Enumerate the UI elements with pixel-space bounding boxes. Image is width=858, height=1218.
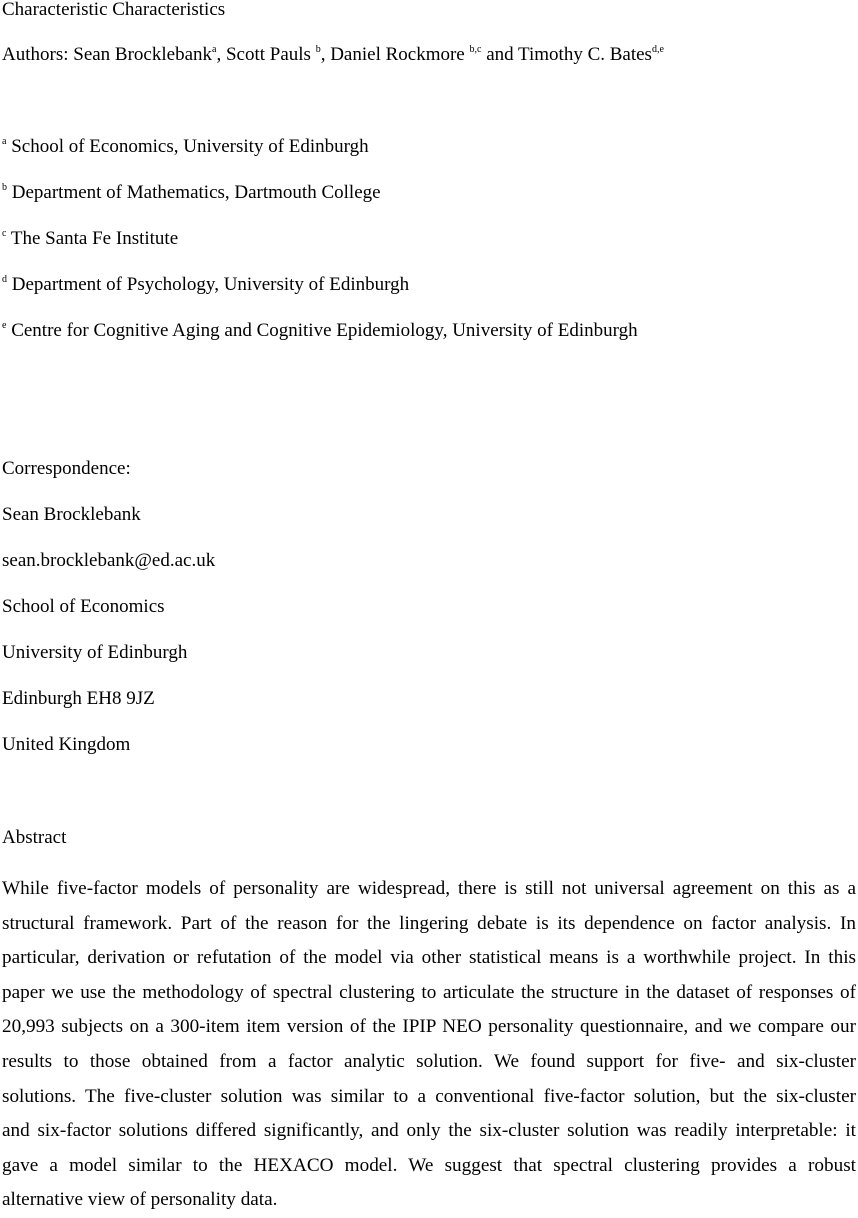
affiliation-text: The Santa Fe Institute bbox=[6, 228, 179, 249]
authors-prefix: Authors: bbox=[2, 44, 74, 65]
author-separator: and bbox=[481, 44, 519, 65]
abstract-line: alternative view of personality data. bbox=[2, 1189, 278, 1211]
author-line bbox=[2, 45, 664, 64]
affiliation-text: Department of Psychology, University of Edinburgh bbox=[7, 274, 410, 295]
affiliation bbox=[2, 137, 369, 156]
author-name: Sean Brocklebank bbox=[73, 44, 213, 65]
abstract-line: solutions. The five-cluster solution was similar to a conventional five-factor solution, but the six-cluster bbox=[2, 1085, 856, 1107]
abstract-body bbox=[2, 872, 856, 1218]
abstract-line: While five-factor models of personality are widespread, there is still not universal agreement on this as a bbox=[2, 878, 856, 899]
affiliation-text: Centre for Cognitive Aging and Cognitive Epidemiology, University of Edinburgh bbox=[6, 320, 638, 341]
correspondence-university: University of Edinburgh bbox=[2, 642, 188, 663]
abstract-line: gave a model similar to the HEXACO model. We suggest that spectral clustering provides a robust bbox=[2, 1154, 856, 1176]
paper-title: Characteristic Characteristics bbox=[2, 0, 226, 20]
abstract-line: paper we use the methodology of spectral clustering to articulate the structure in the dataset of responses of bbox=[2, 981, 856, 1003]
author-affil-mark: a bbox=[212, 44, 217, 55]
author-name: Timothy C. Bates bbox=[518, 44, 652, 65]
correspondence-email[interactable]: sean.brocklebank@ed.ac.uk bbox=[2, 550, 216, 571]
author-affil-mark: b bbox=[315, 44, 321, 55]
affiliation-mark: b bbox=[2, 182, 7, 193]
abstract-line: results to those obtained from a factor analytic solution. We found support for five- and six-cluster bbox=[2, 1050, 856, 1072]
affiliation bbox=[2, 321, 638, 340]
correspondence-name: Sean Brocklebank bbox=[2, 504, 141, 525]
affiliation-mark: e bbox=[2, 320, 7, 331]
correspondence-dept: School of Economics bbox=[2, 596, 165, 617]
correspondence-city: Edinburgh EH8 9JZ bbox=[2, 688, 155, 709]
affiliation-text: School of Economics, University of Edinburgh bbox=[6, 136, 369, 157]
affiliation bbox=[2, 229, 178, 248]
correspondence-heading: Correspondence: bbox=[2, 458, 131, 479]
author-name: Daniel Rockmore bbox=[330, 44, 470, 65]
author-affil-mark: d,e bbox=[651, 44, 664, 55]
author-affil-mark: b,c bbox=[469, 44, 482, 55]
author-separator: , bbox=[216, 44, 226, 65]
author-name: Scott Pauls bbox=[225, 44, 316, 65]
abstract-line: 20,993 subjects on a 300-item item version of the IPIP NEO personality questionnaire, and we compare our bbox=[2, 1016, 856, 1038]
author-separator: , bbox=[320, 44, 331, 65]
abstract-heading: Abstract bbox=[2, 827, 67, 848]
affiliation-mark: a bbox=[2, 136, 7, 147]
affiliation-mark: d bbox=[2, 274, 7, 285]
abstract-line: particular, derivation or refutation of the model via other statistical means is a worthwhile project. In this bbox=[2, 947, 856, 969]
affiliation-text: Department of Mathematics, Dartmouth College bbox=[7, 182, 381, 203]
correspondence-country: United Kingdom bbox=[2, 734, 131, 755]
affiliation bbox=[2, 275, 409, 294]
abstract-line: and six-factor solutions differed significantly, and only the six-cluster solution was readily interpretable: it bbox=[2, 1120, 856, 1142]
affiliation bbox=[2, 183, 381, 202]
abstract-line: structural framework. Part of the reason for the lingering debate is its dependence on factor analysis. In bbox=[2, 912, 856, 934]
affiliation-mark: c bbox=[2, 228, 7, 239]
